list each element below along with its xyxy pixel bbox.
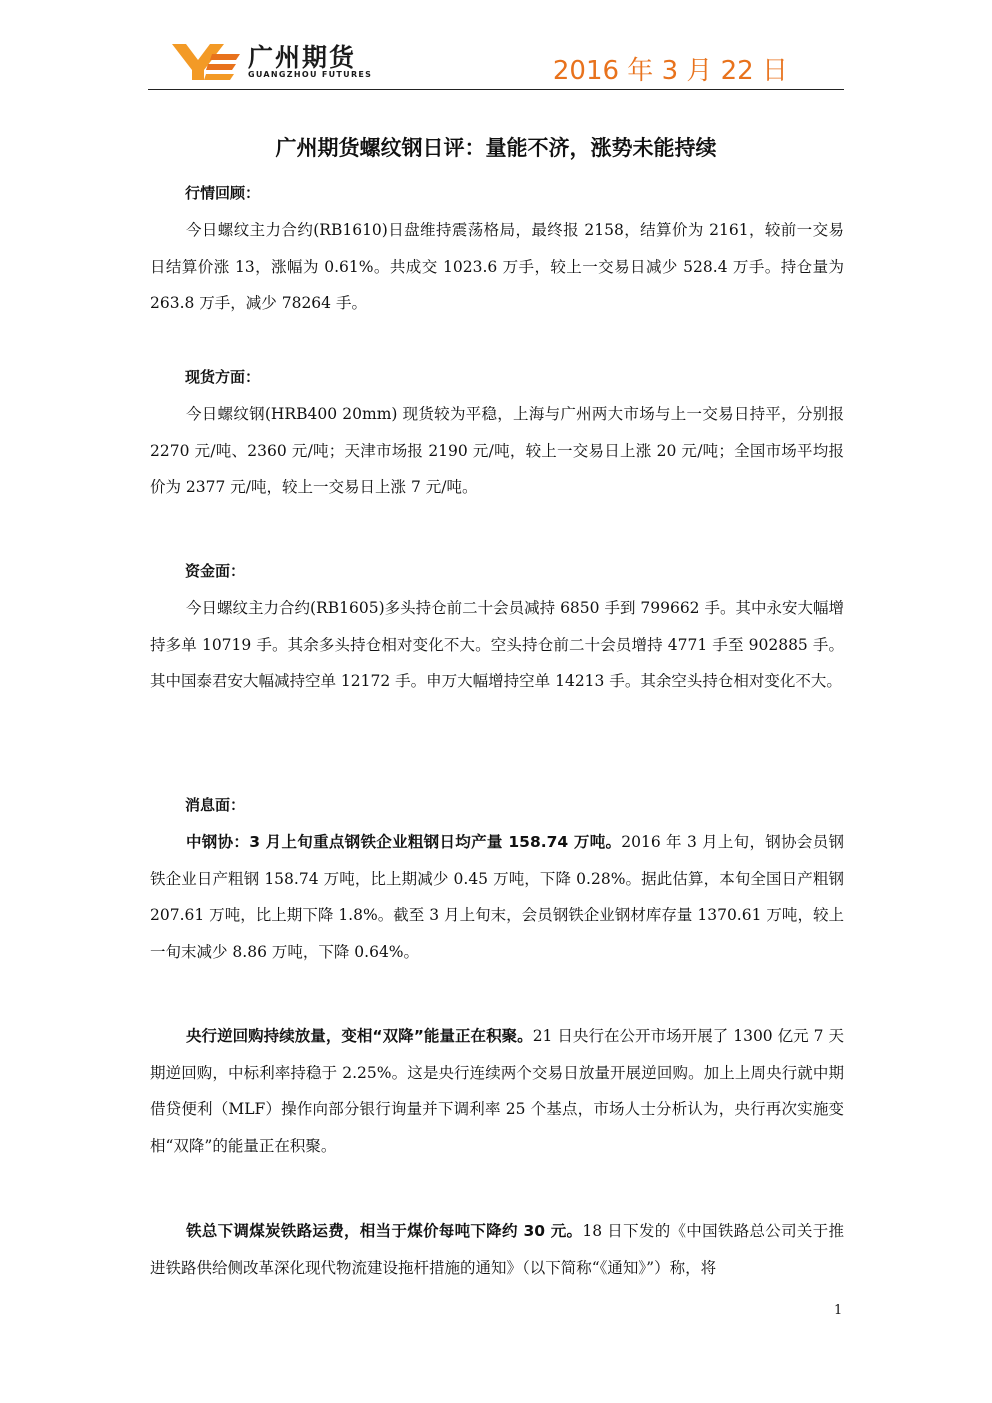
brand-name-en: GUANGZHOU FUTURES — [248, 70, 373, 79]
report-date: 2016 年 3 月 22 日 — [552, 56, 788, 86]
news-item-text: 2016 年 3 月上旬，钢协会员钢铁企业日产粗钢 158.74 万吨，比上期减少 0.45 万吨，下降 0.28%。据此估算，本旬全国日产粗钢 207.61 万吨，比上期下降 1.8%。截至 3 月上旬末，会员钢铁企业钢材库存量 1370.61 万吨，较上一旬末减少 8.86 万吨，下降 0.64%。 — [150, 833, 844, 961]
document-title: 广州期货螺纹钢日评：量能不济，涨势未能持续 — [275, 136, 717, 160]
page-number: 1 — [834, 1303, 843, 1318]
heading-funds: 资金面： — [185, 562, 246, 580]
heading-spot: 现货方面： — [185, 368, 261, 386]
news-item-text: 21 日央行在公开市场开展了 1300 亿元 7 天期逆回购，中标利率持稳于 2.25%。这是央行连续两个交易日放量开展逆回购。加上上周央行就中期借贷便利（MLF）操作向部分银行询量并下调利率 25 个基点，市场人士分析认为，央行再次实施变相“双降”的能量正在积聚。 — [150, 1027, 844, 1155]
heading-news: 消息面： — [185, 796, 246, 814]
logo-mark-icon — [172, 40, 240, 82]
brand-name-cn: 广州期货 — [248, 43, 357, 72]
company-logo — [172, 38, 372, 86]
news-item-lead: 铁总下调煤炭铁路运费，相当于煤价每吨下降约 30 元。 — [186, 1222, 583, 1240]
news-item — [150, 1213, 844, 1286]
header-divider — [148, 89, 844, 90]
news-item-text: 18 日下发的《中国铁路总公司关于推进铁路供给侧改革深化现代物流建设拖杆措施的通知》（以下简称“《通知》”）称，将 — [150, 1222, 844, 1277]
heading-market-review: 行情回顾： — [185, 184, 261, 202]
news-item-lead: 央行逆回购持续放量，变相“双降”能量正在积聚。 — [186, 1027, 533, 1045]
news-item — [150, 824, 844, 970]
paragraph-spot: 今日螺纹钢(HRB400 20mm) 现货较为平稳，上海与广州两大市场与上一交易日持平，分别报 2270 元/吨、2360 元/吨；天津市场报 2190 元/吨，较上一交易日上涨 20 元/吨；全国市场平均报价为 2377 元/吨，较上一交易日上涨 7 元/吨。 — [150, 405, 844, 496]
paragraph-funds: 今日螺纹主力合约(RB1605)多头持仓前二十会员减持 6850 手到 799662 手。其中永安大幅增持多单 10719 手。其余多头持仓相对变化不大。空头持仓前二十会员增持 4771 手至 902885 手。其中国泰君安大幅减持空单 12172 手。申万大幅增持空单 14213 手。其余空头持仓相对变化不大。 — [150, 599, 844, 690]
news-item — [150, 1018, 844, 1164]
paragraph-market-review: 今日螺纹主力合约(RB1610)日盘维持震荡格局，最终报 2158，结算价为 2161，较前一交易日结算价涨 13，涨幅为 0.61%。共成交 1023.6 万手，较上一交易日减少 528.4 万手。持仓量为 263.8 万手，减少 78264 手。 — [150, 221, 844, 312]
news-item-lead: 中钢协：3 月上旬重点钢铁企业粗钢日均产量 158.74 万吨。 — [186, 833, 622, 851]
